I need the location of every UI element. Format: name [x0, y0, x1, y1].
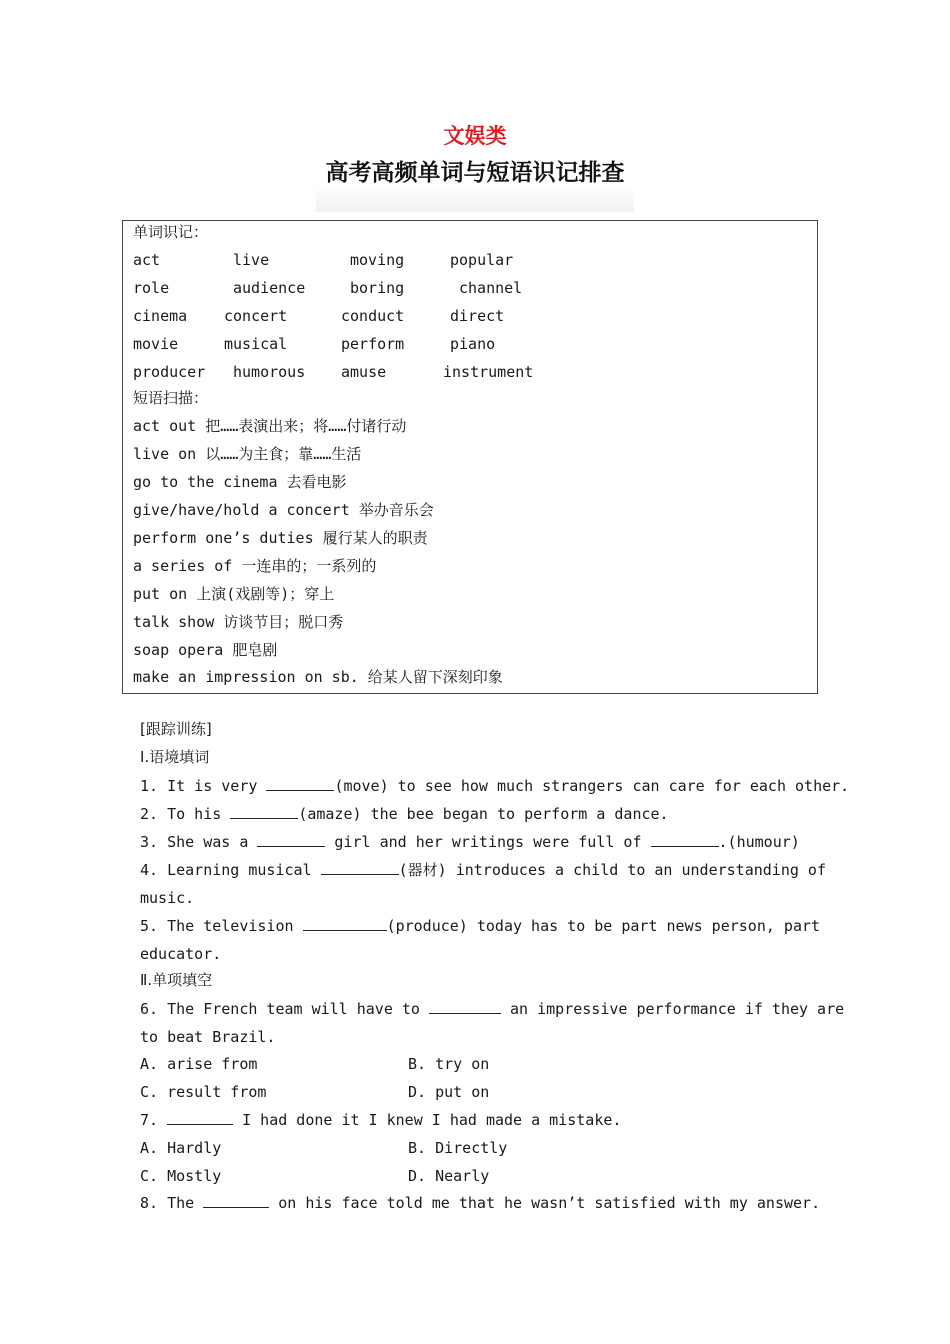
question-6-continued: to beat Brazil.: [140, 1028, 276, 1046]
question-6: 6. The French team will have to an impressive performance if they are: [140, 1000, 845, 1018]
category-title: 文娱类: [443, 124, 507, 148]
word: role: [133, 279, 170, 297]
word: producer: [133, 363, 206, 381]
word: direct: [450, 307, 505, 325]
phrase: go to the cinema 去看电影: [133, 473, 347, 491]
phrase: live on 以……为主食；靠……生活: [133, 445, 362, 463]
word: act: [133, 251, 161, 269]
phrases-heading: 短语扫描：: [133, 389, 209, 407]
section-1-heading: Ⅰ.语境填词: [140, 748, 210, 766]
phrase: a series of 一连串的；一系列的: [133, 557, 377, 575]
word: boring: [350, 279, 405, 297]
answer-blank[interactable]: [429, 999, 501, 1014]
word: instrument: [443, 363, 534, 381]
question-2: 2. To his (amaze) the bee began to perform a dance.: [140, 805, 669, 823]
question-5: 5. The television (produce) today has to be part news person, part: [140, 917, 821, 935]
word: popular: [450, 251, 514, 269]
word: amuse: [341, 363, 387, 381]
word: piano: [450, 335, 496, 353]
answer-blank[interactable]: [230, 804, 298, 819]
phrase: talk show 访谈节目；脱口秀: [133, 613, 344, 631]
option-d[interactable]: D. Nearly: [408, 1167, 490, 1185]
word: audience: [233, 279, 306, 297]
words-heading: 单词识记：: [133, 223, 209, 241]
word: perform: [341, 335, 405, 353]
answer-blank[interactable]: [203, 1193, 269, 1208]
answer-blank[interactable]: [257, 832, 325, 847]
phrase: give/have/hold a concert 举办音乐会: [133, 501, 434, 519]
phrase: act out 把……表演出来；将……付诸行动: [133, 417, 407, 435]
phrase: put on 上演(戏剧等)；穿上: [133, 585, 335, 603]
word: moving: [350, 251, 405, 269]
word: musical: [224, 335, 288, 353]
title-shade: [316, 186, 634, 212]
word: conduct: [341, 307, 405, 325]
question-3: 3. She was a girl and her writings were full of .(humour): [140, 833, 800, 851]
vocab-box: [122, 220, 818, 694]
option-b[interactable]: B. Directly: [408, 1139, 508, 1157]
question-7: 7. I had done it I knew I had made a mistake.: [140, 1111, 622, 1129]
word: live: [233, 251, 270, 269]
word: channel: [459, 279, 523, 297]
section-2-heading: Ⅱ.单项填空: [140, 971, 213, 989]
option-a[interactable]: A. arise from: [140, 1055, 258, 1073]
answer-blank[interactable]: [303, 916, 387, 931]
word: movie: [133, 335, 179, 353]
option-a[interactable]: A. Hardly: [140, 1139, 222, 1157]
answer-blank[interactable]: [651, 832, 719, 847]
word: concert: [224, 307, 288, 325]
word: cinema: [133, 307, 188, 325]
question-4-continued: music.: [140, 889, 195, 907]
question-8: 8. The on his face told me that he wasn’t satisfied with my answer.: [140, 1194, 821, 1212]
answer-blank[interactable]: [321, 860, 399, 875]
question-5-continued: educator.: [140, 945, 222, 963]
word: humorous: [233, 363, 306, 381]
question-1: 1. It is very (move) to see how much strangers can care for each other.: [140, 777, 850, 795]
answer-blank[interactable]: [167, 1110, 233, 1125]
phrase: soap opera 肥皂剧: [133, 641, 278, 659]
answer-blank[interactable]: [266, 776, 334, 791]
question-4: 4. Learning musical (器材) introduces a child to an understanding of: [140, 861, 826, 879]
phrase: make an impression on sb. 给某人留下深刻印象: [133, 668, 503, 686]
option-c[interactable]: C. Mostly: [140, 1167, 222, 1185]
practice-header: [跟踪训练]: [140, 720, 212, 738]
phrase: perform one’s duties 履行某人的职责: [133, 529, 428, 547]
option-c[interactable]: C. result from: [140, 1083, 267, 1101]
page-title: 高考高频单词与短语识记排查: [325, 160, 625, 186]
option-b[interactable]: B. try on: [408, 1055, 490, 1073]
option-d[interactable]: D. put on: [408, 1083, 490, 1101]
